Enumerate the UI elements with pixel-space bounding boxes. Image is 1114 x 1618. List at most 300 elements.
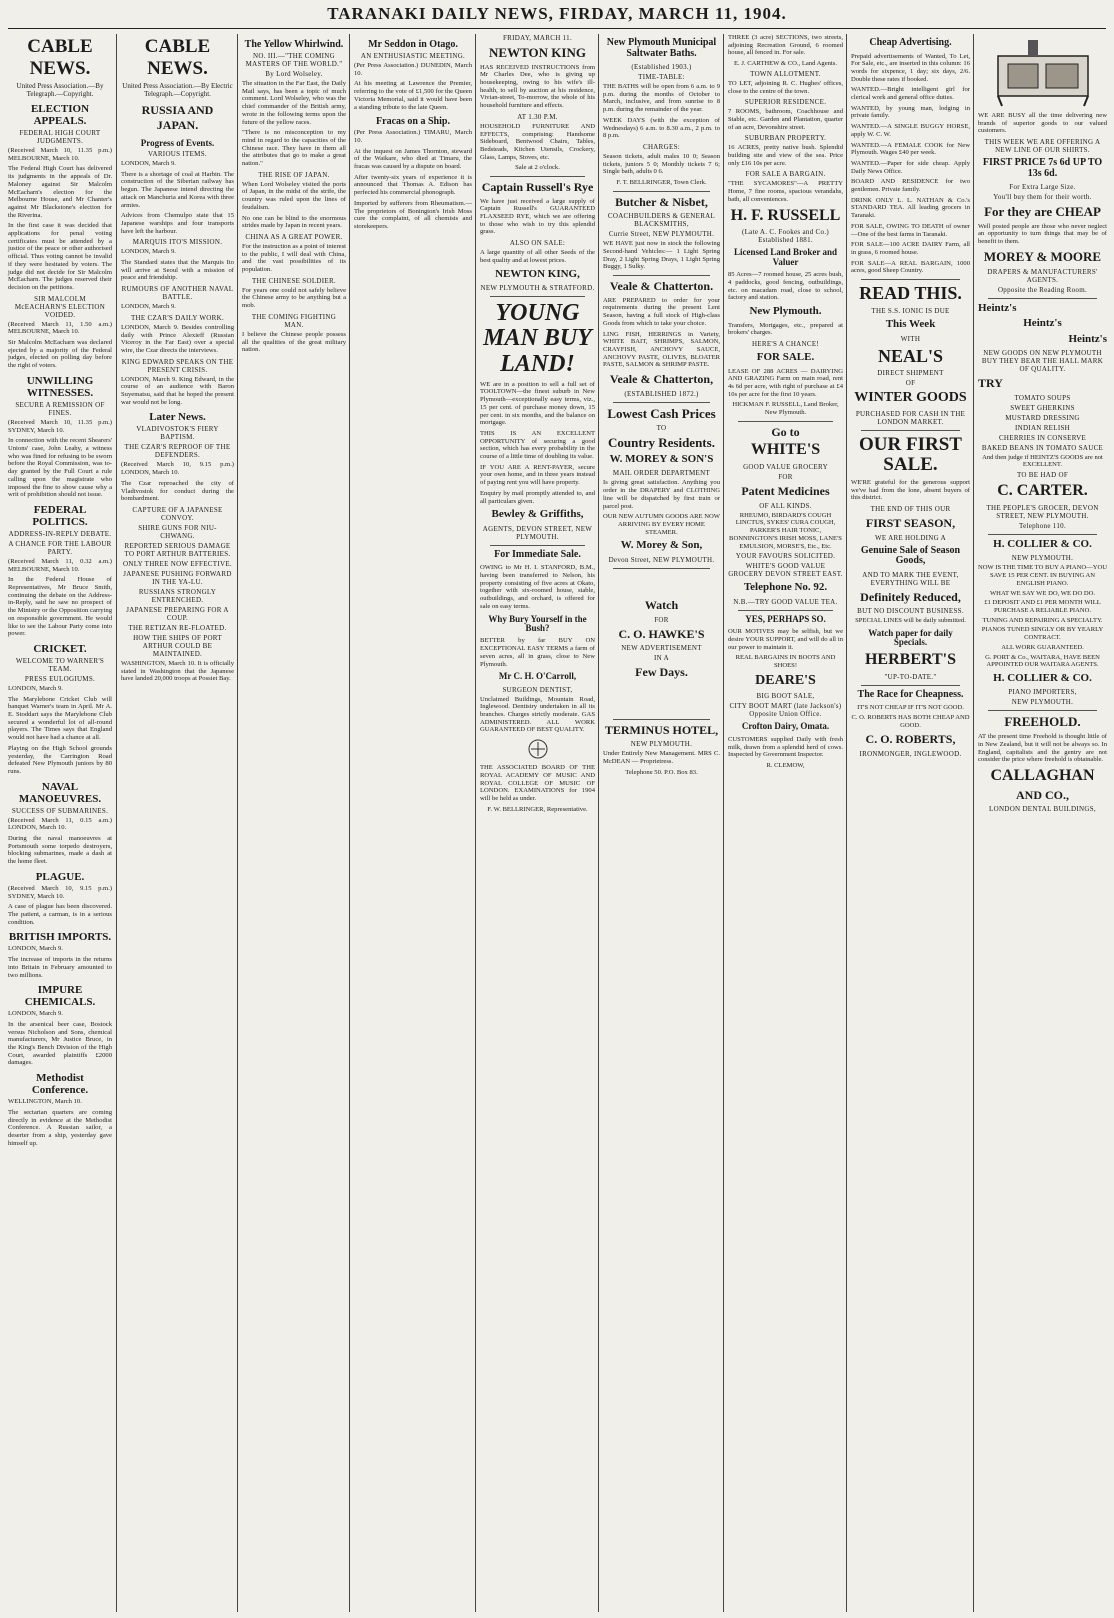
paragraph: In the first case it was decided that applications for penal voting certificates must be attended by a justice of the peace or other authorised official. Thus voting cannot be invalid if they were hesitated by voters. The judge did not decide for Sir Malcolm McEacharn. The judges reserved their decision on the petitions. [8,222,112,291]
ad-text: FOR SALE—100 ACRE DAIRY Farm, all in grass, 6 roomed house. [851,241,970,256]
ad-heading: TRY [978,376,1003,391]
column-4 [349,34,476,1612]
ad-heading: YES, PERHAPS SO. [745,613,826,624]
paragraph: (Received March 11, 1.50 a.m.) MELBOURNE, March 10. [8,320,112,336]
paragraph: In the Federal House of Representatives, Mr Bruce Smith, continuing the debate on the Address-in-Reply, said he saw no prospect of the Ministry or the Opposition carrying on responsible government. He would like to see the Labour Party come into power. [8,576,112,638]
ad-subheading: FOR [778,473,793,482]
subheading: ADDRESS-IN-REPLY DEBATE. [8,529,112,538]
ad-text: Under Entirely New Management. MRS C. McDEAN — Proprietress. [603,750,720,766]
ad-text: Season tickets, adult males 10 0; Season tickets, juniors 5 0; Monthly tickets 7 6; Single bath, adults 0 6. [603,152,720,176]
ad-heading: Lowest Cash Prices [607,405,716,421]
ad-text: A large quantity of all other Seeds of the best quality and at lowest prices. [480,249,595,264]
column-5 [475,34,599,1612]
ad-heading: Definitely Reduced, [860,589,961,604]
divider [490,176,585,177]
subheading: JAPANESE PUSHING FORWARD IN THE YA-LU. [123,569,232,586]
ad-text: ARE PREPARED to order for your requirements during the present Lent Season, having a full stock of High-class Goods from which to take your choice. [603,296,720,327]
ad-subheading: CITY BOOT MART (late Jackson's) Opposite Union Office. [729,702,842,719]
paragraph: (Received March 10, 11.35 p.m.) MELBOURNE, March 10. [8,147,112,162]
ad-text: 85 Acres—7 roomed house, 25 acres bush, 4 paddocks, good fencing, outbuildings, etc. on macadam road, close to school, factory and station. [728,271,843,302]
ad-subheading: AND TO MARK THE EVENT, EVERYTHING WILL BE [862,570,959,587]
ad-subheading: DIRECT SHIPMENT [877,369,944,378]
ad-text: FOR SALE, OWING TO DEATH of owner—One of the best farms in Taranaki. [851,222,970,238]
paragraph: Sir Malcolm McEacharn was declared ejected by a majority of the Federal judges, elected on polling day before the right of voters. [8,339,112,370]
ad-subheading: WITH [900,334,921,343]
stove-illustration-icon [988,38,1098,108]
ad-subheading: TO BE HAD OF [1016,471,1069,480]
ad-subheading: DRAPERS & MANUFACTURERS' AGENTS. [987,267,1098,284]
ad-heading: NEWTON KING, [495,267,580,280]
ad-heading: Heintz's [1023,317,1062,330]
ad-heading: Veale & Chatterton, [609,372,714,387]
ad-heading: Captain Russell's Rye [481,180,594,195]
ad-heading: H. COLLIER & CO. [993,537,1092,550]
subheading: RUSSIANS STRONGLY ENTRENCHED. [138,587,217,604]
divider [738,610,833,611]
paragraph: For the instruction as a point of interest to the public, I will deal with China, and the vast possibilities of its population. [242,242,346,274]
paragraph: LONDON, March 9. [8,1010,63,1018]
column-1 [4,34,116,1612]
ad-heading: Bewley & Griffiths, [491,508,584,521]
ad-text: TUNING AND REPAIRING A SPECIALTY. [982,616,1103,624]
ad-text: OWING to Mr H. I. STANFORD, B.M., having been transferred to Nelson, his property consisting of five acres at Okato, together with six-roomed house, stable, outbuildings, and orchard, is offered for sale on easy terms. [480,564,595,610]
paragraph: The Federal High Court has delivered its judgments in the appeals of Dr. Maloney against Sir Malcolm McEacharn's election for the Melbourne House, and Mr Chanter's against Mr Blackstone's election for the Riverina. [8,165,112,219]
ad-heading: Cheap Advertising. [869,37,952,48]
ad-text: THIS IS AN EXCELLENT OPPORTUNITY of securing a good section, which has every probability in the course of a little time of doubling its value. [480,429,595,461]
subheading: THE RISE OF JAPAN. [258,170,330,179]
ad-heading: This Week [885,317,936,330]
ad-text: WANTED.—A FEMALE COOK for New Plymouth. Wages £40 per week. [851,141,970,157]
ad-heading: OUR FIRST SALE. [859,434,962,476]
ad-heading: Butcher & Nisbet, [615,194,708,209]
ad-text: Prepaid advertisements of Wanted, To Let, For Sale, etc., are inserted in this column: 16 words for sixpence, 1 day; six days, 2/6. Double these rates if booked. [851,52,970,83]
ad-signature: R. CLEMOW, [766,761,805,769]
paragraph: For years one could not safely believe the Chinese army to be anything but a mob. [242,286,346,310]
section-heading: BRITISH IMPORTS. [8,931,112,944]
ad-subheading: NEW GOODS ON NEW PLYMOUTH BUY THEY BEAR THE HALL MARK OF QUALITY. [981,349,1104,374]
ad-subheading: TOWN ALLOTMENT. [750,69,821,78]
ad-heading: For they are CHEAP [984,204,1101,220]
ad-heading: NEAL'S [877,345,944,366]
ad-subheading: TOMATO SOUPS [1014,393,1071,402]
subheading: SHIRE GUNS FOR NIU-CHWANG. [138,523,217,540]
ad-subheading: PURCHASED FOR CASH IN THE LONDON MARKET. [855,410,966,427]
paragraph: The Standard states that the Marquis Ito will arrive at Seoul with a mission of peace and friendship. [121,259,234,282]
ad-heading: Crofton Dairy, Omata. [741,721,830,732]
ad-text: Sale at 2 o'clock. [515,164,560,172]
paragraph: No one can be blind to the enormous strides made by Japan in recent years. [242,214,346,230]
paragraph: A case of plague has been discovered. The patient, a carman, is in a serious condition. [8,903,112,926]
ad-subheading: FOR SALE A BARGAIN. [745,170,826,179]
ad-text: IF YOU ARE A RENT-PAYER, secure your own home, and in three years instead of paying rent you will have property. [480,463,595,487]
ad-heading: DEARE'S [755,672,816,688]
paragraph: I believe the Chinese people possess all the qualities of the great military nation. [242,330,346,354]
ad-text: BOARD AND RESIDENCE for two gentlemen. Private family. [851,178,970,194]
ad-subheading: OF [905,379,916,388]
column-6 [598,34,724,1612]
section-heading: FEDERAL POLITICS. [32,503,88,528]
ad-heading: For Immediate Sale. [494,548,581,560]
paragraph: LONDON, March 9. [8,945,63,953]
ad-subheading: Telephone 110. [1019,521,1066,530]
ad-text: Well posted people are those who never neglect an opportunity to turn things that may be of benefit to them. [978,222,1107,246]
divider [861,430,960,431]
cable-news-heading: CABLE NEWS. [144,36,211,79]
ad-heading: C. O. ROBERTS, [865,732,956,747]
ad-signature: F. T. BELLRINGER, Town Clerk. [616,179,707,187]
ad-text: G. PORT & Co., WAITARA, HAVE BEEN APPOINTED OUR WAITARA AGENTS. [985,653,1100,669]
paragraph: (Per Press Association.) TIMARU, March 10. [354,129,472,144]
ad-text: RHEUMO, BIRDARD'S COUGH LINCTUS, SYKES' CURA COUGH, PARKER'S HAIR TONIC, BONNINGTON'S IRISH MOSS, LANE'S EMULSION, MORSE'S, Etc., Etc. [729,511,842,550]
paragraph: When Lord Wolseley visited the ports of Japan, in the midst of the strife, the country was ruled upon the lines of feudalism. [242,180,346,211]
ad-heading: Licensed Land Broker and Valuer [734,247,837,267]
credit: United Press Association.—By Telegraph.—Copyright. [16,82,104,98]
divider [861,685,960,686]
section-heading: ELECTION APPEALS. [30,103,90,127]
ad-subheading: SUBURBAN PROPERTY. [744,134,827,143]
ad-text: WHAT WE SAY WE DO, WE DO DO. [989,589,1096,597]
divider [613,191,710,192]
ad-heading: Go to [771,424,800,439]
divider [861,279,960,280]
byline: By Lord Wolseley. [265,70,323,78]
subheading: REPORTED SERIOUS DAMAGE TO PORT ARTHUR BATTERIES. [124,541,231,558]
subheading: HOW THE SHIPS OF PORT ARTHUR COULD BE MAINTAINED. [133,633,222,658]
ad-text: Is giving great satisfaction. Anything you order in the DRAPERY and CLOTHING line will be dispatched by first train or parcel post. [603,479,720,510]
ad-heading: YOUNG MAN BUY LAND! [483,300,592,377]
ad-text: NOW IS THE TIME TO BUY A PIANO—YOU SAVE 15 PER CENT. IN BUYING AN ENGLISH PIANO. [978,564,1108,587]
ad-heading: W. MOREY & SON'S [609,452,714,465]
ad-text: TO LET, adjoining R. C. Hughes' offices, close to the centre of the town. [728,79,843,95]
ad-heading: FOR SALE. [756,350,815,363]
divider [988,710,1097,711]
ad-heading: Why Bury Yourself in the Bush? [488,613,587,633]
paragraph: "There is no misconception to my mind in regard to the capacities of the Chinese race. They have in them all the attributes that go to make a great nation." [242,129,346,168]
ad-text: THE BATHS will be open from 6 a.m. to 9 p.m. during the months of October to March, inclusive, and from sunrise to 8 p.m. during the remainder of the year. [603,83,720,114]
column-7 [723,34,847,1612]
ad-text: HOUSEHOLD FURNITURE AND EFFECTS, comprising: Handsome Sideboard, Bentwood Chairs, Tables, Bedsteads, Kitchen Utensils, Crockery, Glass, Lamps, Stoves, etc. [480,122,595,161]
ad-heading: Heintz's [1068,332,1107,345]
ad-subheading: "UP-TO-DATE." [884,672,937,681]
section-heading: RUSSIA AND JAPAN. [141,103,214,132]
ad-subheading: BUT NO DISCOUNT BUSINESS. [857,607,964,616]
section-heading: Fracas on a Ship. [376,116,450,128]
ad-text: We have just received a large supply of Captain Russell's GUARANTEED FLAXSEED RYE, which we are offering to those who wish to try this splendid grass. [480,197,595,236]
divider [988,298,1097,299]
ad-subheading: NEW PLYMOUTH. [630,740,693,749]
paragraph: WASHINGTON, March 10. It is officially stated in Washington that the Japanese have landed 20,000 troops at Possiet Bay. [121,659,234,683]
ad-text: REAL BARGAINS IN BOOTS AND SHOES! [735,654,836,670]
ad-subheading: MUSTARD DRESSING [1005,413,1080,422]
section-heading: Mr Seddon in Otago. [368,39,458,50]
ad-subheading: BIG BOOT SALE, [756,692,815,701]
ad-heading: C. O. HAWKE'S [618,626,705,641]
ad-text: WEEK DAYS (with the exception of Wednesdays) 6 a.m. to 8.30 a.m., 2 p.m. to 8 p.m. [603,116,720,140]
ad-heading: TERMINUS HOTEL, [604,722,719,737]
divider [988,534,1097,535]
paragraph: (Received March 10, 9.15 p.m.) SYDNEY, March 10. [8,884,112,900]
column-2 [116,34,238,1612]
subheading: VARIOUS ITEMS. [148,150,207,158]
ad-subheading: OF ALL KINDS. [759,501,812,510]
ad-subheading: Opposite the Reading Room. [997,285,1088,294]
ad-text: PIANOS TUNED SINGLY OR BY YEARLY CONTRACT. [981,626,1104,642]
ad-heading: Veale & Chatterton. [609,279,714,294]
ad-heading: MOREY & MOORE [983,248,1102,264]
paragraph: The Marylebone Cricket Club will banquet Warner's team in April. Mr A. E. Stoddart says the Marylebone Club secured a wonderful lot of all-round players. The Times says that England would not have had a chance at all. [8,695,112,742]
ad-subheading: WE ARE HOLDING A [874,533,947,542]
ad-heading: Country Residents. [608,435,715,451]
ad-text: HAS RECEIVED INSTRUCTIONS from Mr Charles Dee, who is giving up housekeeping, owing to his wife's ill-health, to sell by auction at his residence, Vivian-street, To-morrow, the whole of his household furniture and effects. [480,63,595,110]
ad-signature: C. O. ROBERTS HAS BOTH CHEAP AND GOOD. [851,713,970,729]
dateline: FRIDAY, MARCH 11. [502,34,573,42]
paragraph: LONDON, March 9. [8,684,63,692]
ad-subheading: (Late A. C. Fookes and Co.) Established 1881. [741,228,830,245]
paragraph: (Received March 10, 9.15 p.m.) LONDON, March 10. [121,461,234,477]
ad-subheading: IN A [653,654,669,663]
ad-heading: Heintz's [978,301,1017,314]
ad-heading: CALLAGHAN [990,766,1095,784]
section-heading: IMPURE CHEMICALS. [24,984,96,1009]
paragraph: The increase of imports in the returns into Britain in February amounted to two millions. [8,956,112,979]
paragraph: There is a shortage of coal at Harbin. The construction of the Siberian railway has begun. The Japanese intend directing the attack on Manchuria and Korea with three armies. [121,170,234,209]
ad-heading: W. Morey & Son, [620,539,703,552]
ad-text: WE'RE grateful for the generous support we've had from the lone, absent buyers of this district. [851,478,970,502]
ad-signature: E. J. CARTHEW & CO., Land Agents. [734,60,837,68]
ad-signature: Telephone 50. P.O. Box 83. [625,768,698,776]
ad-heading: Mr C. H. O'Carroll, [498,671,577,682]
ad-subheading: PIANO IMPORTERS, [1008,688,1077,697]
ad-subheading: Devon Street, NEW PLYMOUTH. [608,555,715,564]
subheading: VLADIVOSTOK'S FIERY BAPTISM. [136,425,219,442]
ad-subheading: AT 1.30 P.M. [517,112,558,121]
ad-heading: The Race for Cheapness. [857,688,964,700]
subheading: WELCOME TO WARNER'S TEAM. [15,656,105,673]
subheading: THE COMING FIGHTING MAN. [251,312,337,329]
ad-text: WANTED.—A SINGLE BUGGY HORSE, apply W. C. W. [851,123,970,138]
ad-text: "THE SYCAMORES"—A PRETTY Home, 7 fine rooms, spacious verandahs, bath, all conveniences. [728,180,843,203]
ad-heading: FIRST SEASON, [865,516,956,531]
ad-text: WE are in a position to sell a full set of TOOLTOWN—the finest suburb in New Plymouth—exceptionally easy terms, viz., 15 per cent. of purchase money down, 15 per cent. in six months, and the balance on mortgage. [480,380,595,427]
divider [490,296,585,297]
ad-heading: FIRST PRICE 7s 6d UP TO 13s 6d. [982,157,1103,179]
divider [613,275,710,276]
ad-subheading: WHITE'S GOOD VALUE GROCERY DEVON STREET EAST. [728,562,843,579]
paragraph: At the inquest on James Thornton, steward of the Waikare, who died at Timaru, the fracas was caused by a dispute on board. [354,147,472,171]
paragraph: During the naval manoeuvres at Portsmouth some torpedo destroyers, blocking submarines, made a dash at the home fleet. [8,835,112,866]
ad-text: FOR SALE—A REAL BARGAIN, 1000 acres, good Sheep Country. [851,259,970,275]
subheading: MARQUIS ITO'S MISSION. [132,238,223,247]
ad-heading: Few Days. [635,665,688,680]
ad-subheading: SURGEON DENTIST, [502,685,573,694]
ad-text: £1 DEPOSIT AND £1 PER MONTH WILL PURCHASE A RELIABLE PIANO. [984,599,1101,614]
subheading: PRESS EULOGIUMS. [24,674,96,683]
divider [613,568,710,569]
ad-subheading: (Established 1903.) [631,63,692,71]
ad-text: WE ARE BUSY all the time delivering new brands of superior goods to our valued customers. [978,112,1107,135]
ad-text: IT'S NOT CHEAP IF IT'S NOT GOOD. [857,704,964,712]
section-heading: Later News. [149,411,206,424]
paragraph: The sectarian quarters are coming directly in evidence at the Methodist Conference. A Russian sailor, a deserter from a ship, yesterday gave himself up. [8,1108,112,1147]
section-heading: PLAGUE. [35,870,85,883]
section-heading: Methodist Conference. [31,1072,89,1097]
paragraph: LONDON, March 9. Besides controlling daily with Prince Alexieff (Russian Viceroy in the Far East) over a special wire, the Czar directs the interviews. [121,323,234,354]
ad-text: Enquiry by mail promptly attended to, and all particulars given. [480,489,595,505]
subheading: JAPANESE PREPARING FOR A COUP. [126,605,229,622]
subheading: FEDERAL HIGH COURT JUDGMENTS. [19,129,101,145]
divider [490,545,585,546]
ad-subheading: THE S.S. IONIC IS DUE [871,306,950,315]
ad-heading: H. F. RUSSELL [730,206,841,224]
subheading: NO. III.—"THE COMING MASTERS OF THE WORLD." [245,52,343,68]
ad-subheading: THIS WEEK WE ARE OFFERING A NEW LINE OF OUR SHIRTS. [984,138,1101,155]
section-subheading: Progress of Events. [140,138,215,148]
ad-text: And then judge if HEINTZ'S GOODS are not EXCELLENT. [982,453,1103,469]
ad-text: 7 ROOMS, bathroom, Coachhouse and Stable, etc. Garden and Plantation, quarter of an acre, Devonshire street. [728,108,843,131]
subheading: CHINA AS A GREAT POWER. [245,232,343,241]
ad-subheading: CHARGES: [642,142,681,151]
ad-subheading: (ESTABLISHED 1872.) [624,389,699,398]
subheading: KING EDWARD SPEAKS ON THE PRESENT CRISIS. [121,357,234,374]
ad-text: BETTER by far BUY ON EXCEPTIONAL EASY TERMS a farm of seven acres, all in grass, close to New Plymouth. [480,637,595,668]
ad-heading: Watch [644,597,679,612]
ad-heading: H. COLLIER & CO. [993,671,1092,684]
ad-text: CUSTOMERS supplied Daily with fresh milk, drawn from a splendid herd of cows. Inspected by Government Inspector. [728,735,843,759]
ad-subheading: IRONMONGER, INGLEWOOD. [859,749,962,758]
ad-heading: Patent Medicines [741,484,830,499]
ad-subheading: NEW PLYMOUTH & STRATFORD. [480,284,595,293]
ad-heading: WINTER GOODS [854,390,967,406]
subheading: AN ENTHUSIASTIC MEETING. [360,52,466,60]
divider [738,421,833,422]
ad-text: LING FISH, HERRINGS in Variety, WHITE BAIT, SHRIMPS, SALMON, CRAYFISH, ANCHOVY SAUCE, ANCHOVY PASTE, OLIVES, BLOATER PASTE, SALMON & SHRIMP PASTE. [603,330,720,369]
ad-text: WE HAVE just now in stock the following Second-hand Vehicles:— 1 Light Spring Dray, 2 Light Spring Drays, 1 Light Spring Buggy, 1 Sulky. [603,240,720,271]
ad-subheading: HERE'S A CHANCE! [751,339,820,348]
subheading: SECURE A REMISSION OF FINES. [15,400,105,417]
ad-heading: WHITE'S [750,441,821,459]
ad-heading: Genuine Sale of Season Goods, [860,544,961,567]
ad-subheading: N.B.—TRY GOOD VALUE TEA. [733,597,838,606]
credit: United Press Association.—By Electric Telegraph.—Copyright. [122,82,233,98]
ad-text: OUR NEW AUTUMN GOODS ARE NOW ARRIVING BY EVERY HOME STEAMER. [603,513,720,536]
ad-subheading: CHERRIES IN CONSERVE [998,433,1087,442]
section-heading: CRICKET. [33,642,87,655]
subheading: CAPTURE OF A JAPANESE CONVOY. [132,505,223,522]
ad-subheading: NEW ADVERTISEMENT [621,644,702,653]
ad-subheading: YOUR FAVOURS SOLICITED. [735,552,836,561]
paragraph: In connection with the recent Shearers' Unions' case, John Leahy, a witness who was fined for refusing to be sworn before the Royal Commission, was to-day granted by the Full Court a rule calling upon the magistrate who imposed the fine to show cause why a writ of prohibition should not issue. [8,437,112,499]
ad-heading: C. CARTER. [997,482,1088,500]
ad-subheading: AGENTS, DEVON STREET, NEW PLYMOUTH. [482,524,593,541]
ad-subheading: You'll buy them for their worth. [993,193,1092,202]
paragraph: LONDON, March 9. [121,303,176,311]
ad-subheading: TO [656,424,667,433]
ad-heading: New Plymouth. [749,305,822,318]
paragraph: (Per Press Association.) DUNEDIN, March 10. [354,62,472,77]
ad-subheading: FOR [654,615,669,624]
ad-subheading: GOOD VALUE GROCERY [743,463,828,472]
ad-text: WANTED, by young man, lodging in private family. [851,104,970,120]
ad-subheading: SUPERIOR RESIDENCE. [744,98,827,107]
ad-text: 16 ACRES, pretty native bush. Splendid building site and view of the sea. Price only £16 10s per acre. [728,144,843,167]
paragraph: At his meeting at Lawrence the Premier, referring to the vote of £1,500 for the Queen Victoria Memorial, said it would have been a standing tribute to the late Queen. [354,80,472,111]
ad-subheading: BAKED BEANS IN TOMATO SAUCE [981,443,1104,452]
crest-icon [518,738,558,760]
paragraph: Imported by sufferers from Rheumatism.—The proprietors of Bonington's Irish Moss cure the complaint, of all chemists and storekeepers. [354,199,472,230]
subheading: SUCCESS OF SUBMARINES. [11,806,109,815]
paragraph: (Received March 10, 11.35 p.m.) SYDNEY, March 10. [8,418,112,434]
section-heading: The Yellow Whirlwind. [244,39,344,50]
ad-subheading: LONDON DENTAL BUILDINGS, [989,805,1096,814]
ad-signature: HICKMAN F. RUSSELL, Land Broker, New Plymouth. [732,401,839,417]
ad-text: WANTED.—Bright intelligent girl for clerical work and general office duties. [851,86,970,102]
ad-text: OUR MOTIVES may be selfish, but we desire YOUR SUPPORT, and will do all in our power to maintain it. [728,628,843,651]
ad-subheading: NEW PLYMOUTH. [1011,554,1074,563]
subheading: A CHANCE FOR THE LABOUR PARTY. [8,539,112,556]
ad-subheading: TIME-TABLE: [638,73,685,81]
subheading: THE RETIZAN RE-FLOATED. [128,623,227,632]
paragraph: After twenty-six years of experience it is announced that Thomas A. Edison has perfected his commercial phonograph. [354,173,472,197]
ad-subheading: For Extra Large Size. [1009,183,1076,192]
ad-heading: Watch paper for daily Specials. [868,627,953,648]
subheading: THE CZAR'S REPROOF OF THE DEFENDERS. [124,443,231,460]
ad-heading: AND CO., [1016,787,1069,802]
ad-text: SPECIAL LINES will be daily submitted. [855,617,966,625]
cable-news-heading: CABLE NEWS. [27,36,93,79]
subheading: RUMOURS OF ANOTHER NAVAL BATTLE. [121,285,234,302]
subheading: THE CZAR'S DAILY WORK. [130,313,225,322]
masthead: TARANAKI DAILY NEWS, FIRDAY, MARCH 11, 1904. [327,4,787,23]
paragraph: The Czar reproached the city of Vladivostok for conduct during the bombardment. [121,479,234,503]
ad-text: Unclaimed Buildings, Mountain Road, Inglewood. Dentistry undertaken in all its branches. Charges strictly moderate. GAS ADMINISTERED. ALL WORK GUARANTEED OF BEST QUALITY. [480,695,595,734]
paragraph: LONDON, March 9. [121,248,176,256]
paragraph: Advices from Chemulpo state that 15 Japanese warships and four transports have left the harbour. [121,212,234,235]
ad-heading: FREEHOLD. [1004,714,1081,730]
subheading: SIR MALCOLM McEACHARN'S ELECTION VOIDED. [14,294,106,319]
ad-heading: New Plymouth Municipal Saltwater Baths. [606,37,717,59]
ad-heading: HERBERT'S [864,650,957,668]
column-8 [846,34,974,1612]
ad-text: DRINK ONLY L. L. NATHAN & Co.'s STANDARD TEA. All leading grocers in Taranaki. [851,196,970,220]
ad-subheading: Currie Street, NEW PLYMOUTH. [608,230,715,239]
divider [613,402,710,403]
ad-subheading: ALSO ON SALE: [509,239,566,248]
paragraph: The situation in the Far East, the Daily Mail says, has been a topic of much comment. Lord Wolseley, who was the chief commander of the British army, wrote in the following terms upon the future of the yellow races. [242,80,346,126]
ad-subheading: THE PEOPLE'S GROCER, DEVON STREET, NEW PLYMOUTH. [986,503,1099,520]
ad-subheading: THE END OF THIS OUR [870,505,951,514]
paragraph: LONDON, March 9. [121,160,176,167]
ad-subheading: MAIL ORDER DEPARTMENT [612,469,711,478]
ad-heading: Telephone No. 92. [743,581,828,594]
column-3 [237,34,350,1612]
ad-text: Transfers, Mortgages, etc., prepared at brokers' charges. [728,321,843,337]
section-heading: UNWILLING WITNESSES. [26,374,94,399]
ad-signature: F. W. BELLRINGER, Representative. [487,805,588,813]
subheading: THE CHINESE SOLDIER. [252,276,336,285]
paragraph: LONDON, March 9. King Edward, in the course of an audience with Baron Suyematsu, said that he hoped the present war would not be long. [121,375,234,406]
paragraph: (Received March 11, 0.15 a.m.) LONDON, March 10. [8,816,112,832]
paragraph: Playing on the High School grounds yesterday, the Carrington Road defeated New Plymouth juniors by 80 runs. [8,744,112,775]
ad-text: AT the present time Freehold is thought little of in New Zealand, but it will not be always so. In England, capitalists and the gentry are not consider the price where freehold is obtainable. [978,733,1107,764]
ad-text: ALL WORK GUARANTEED. [1001,643,1084,651]
ad-subheading: NEW PLYMOUTH. [1011,698,1074,707]
ad-text: THE ASSOCIATED BOARD OF THE ROYAL ACADEMY OF MUSIC AND ROYAL COLLEGE OF MUSIC OF LONDON. EXAMINATIONS for 1904 will be held as under. [480,764,595,802]
section-heading: NAVAL MANOEUVRES. [18,780,102,805]
ad-text: WANTED.—Paper for side cheap. Apply Daily News Office. [851,159,970,175]
subheading: ONLY THREE NOW EFFECTIVE. [123,559,232,568]
column-9 [973,34,1111,1612]
paragraph: WELLINGTON, March 10. [8,1098,82,1106]
